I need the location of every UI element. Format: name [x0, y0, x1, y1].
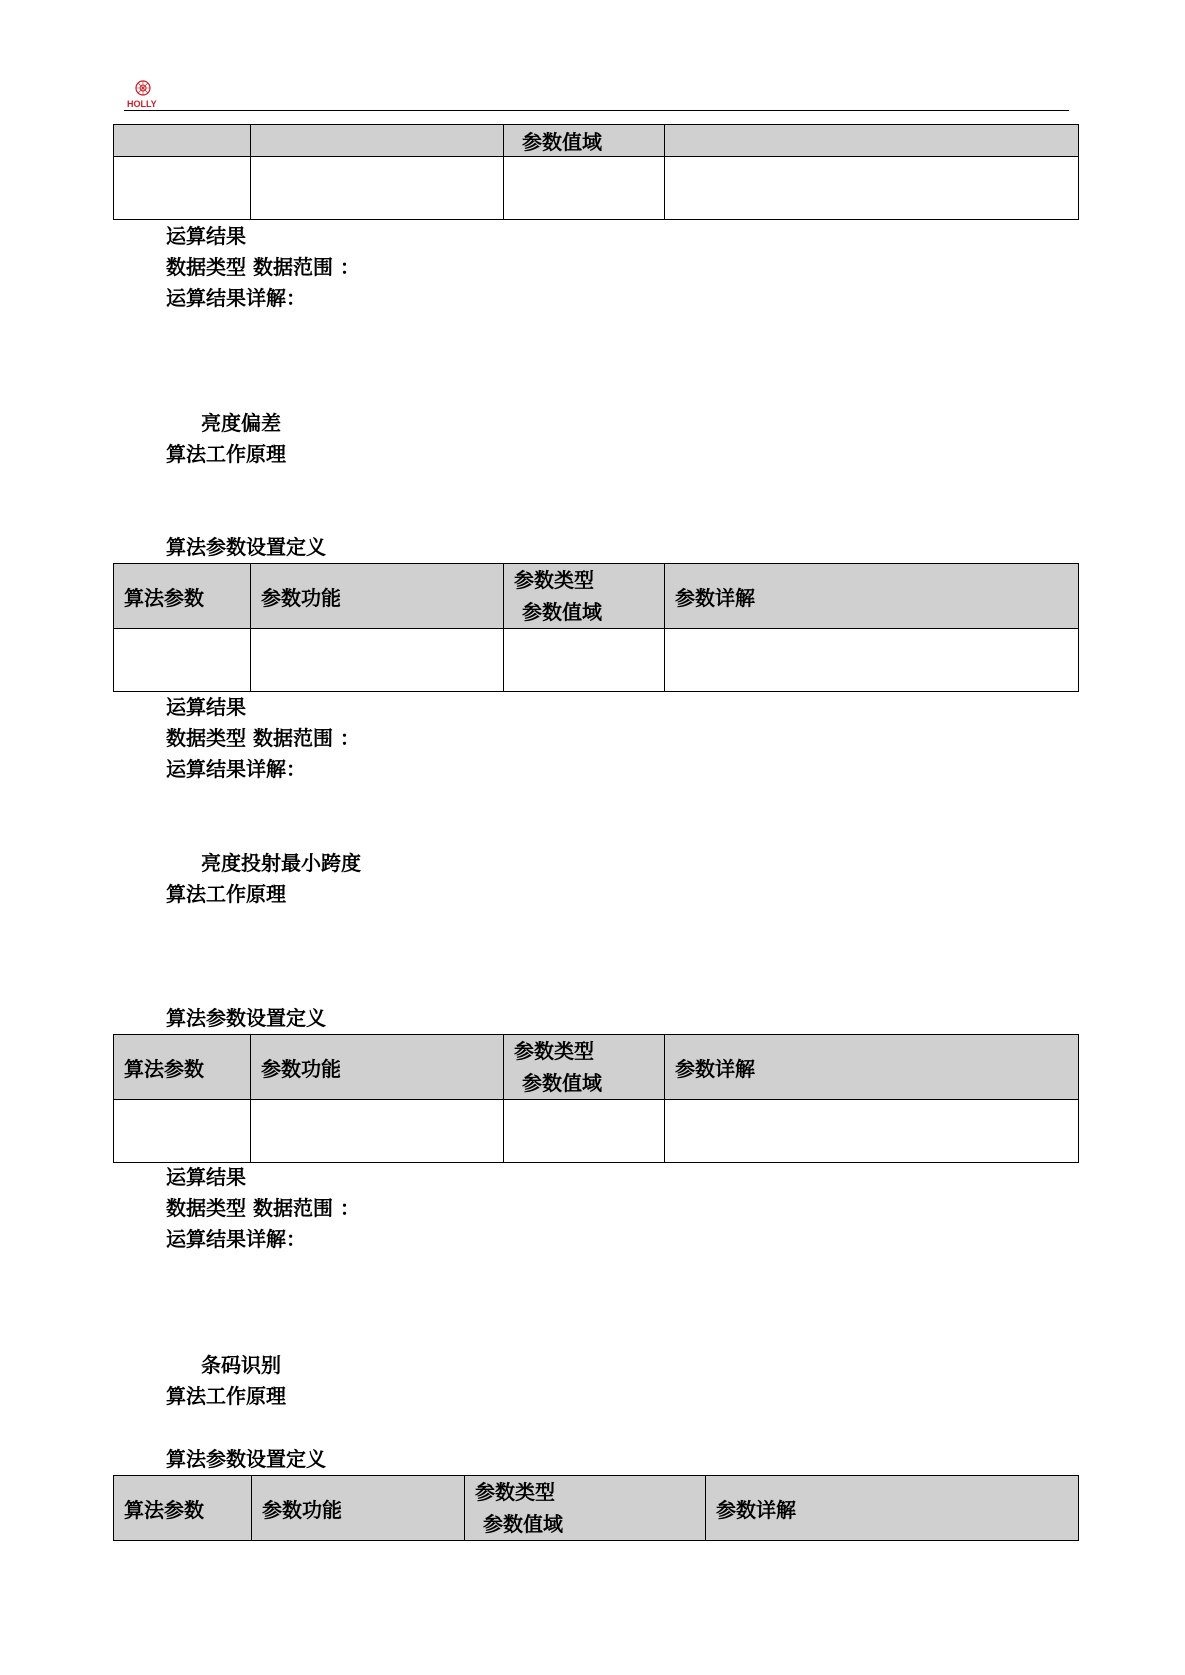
section-param-def: 算法参数设置定义: [166, 535, 326, 559]
col-header-function: 参数功能: [251, 1035, 504, 1100]
result-detail: 运算结果详解：: [166, 1227, 306, 1251]
col-header-param: 算法参数: [114, 1476, 252, 1541]
section-title-barcode: 条码识别: [201, 1353, 281, 1377]
result-detail: 运算结果详解：: [166, 757, 306, 781]
col-header-detail: 参数详解: [665, 1035, 1079, 1100]
section-principle: 算法工作原理: [166, 442, 286, 466]
col-header-range: 参数值域: [504, 125, 665, 157]
result-type-range: 数据类型 数据范围 ：: [166, 255, 360, 279]
result-type-range: 数据类型 数据范围 ：: [166, 1196, 360, 1220]
holly-logo: [124, 78, 164, 110]
result-title: 运算结果: [166, 1165, 246, 1189]
section-title-min-span: 亮度投射最小跨度: [201, 851, 361, 875]
result-title: 运算结果: [166, 224, 246, 248]
result-title: 运算结果: [166, 695, 246, 719]
svg-text:HOLLY: HOLLY: [127, 99, 157, 109]
result-type-range: 数据类型 数据范围 ：: [166, 726, 360, 750]
col-header-function: 参数功能: [251, 564, 504, 629]
col-header-detail: 参数详解: [665, 564, 1079, 629]
section-title-brightness-deviation: 亮度偏差: [201, 411, 281, 435]
header-rule: [124, 110, 1069, 111]
col-header-type-range: 参数类型 参数值域: [465, 1476, 706, 1541]
param-table-continued: [113, 124, 1079, 220]
param-table-2: [113, 1034, 1079, 1163]
col-header-type-range: 参数类型 参数值域: [504, 1035, 665, 1100]
section-principle: 算法工作原理: [166, 1384, 286, 1408]
section-param-def: 算法参数设置定义: [166, 1006, 326, 1030]
col-header-function: 参数功能: [252, 1476, 465, 1541]
param-table-3: [113, 1475, 1079, 1541]
col-header-detail: 参数详解: [706, 1476, 1079, 1541]
section-principle: 算法工作原理: [166, 882, 286, 906]
result-detail: 运算结果详解：: [166, 286, 306, 310]
col-header-param: 算法参数: [114, 564, 251, 629]
param-table-1: [113, 563, 1079, 692]
col-header-type-range: 参数类型 参数值域: [504, 564, 665, 629]
col-header-param: 算法参数: [114, 1035, 251, 1100]
section-param-def: 算法参数设置定义: [166, 1447, 326, 1471]
